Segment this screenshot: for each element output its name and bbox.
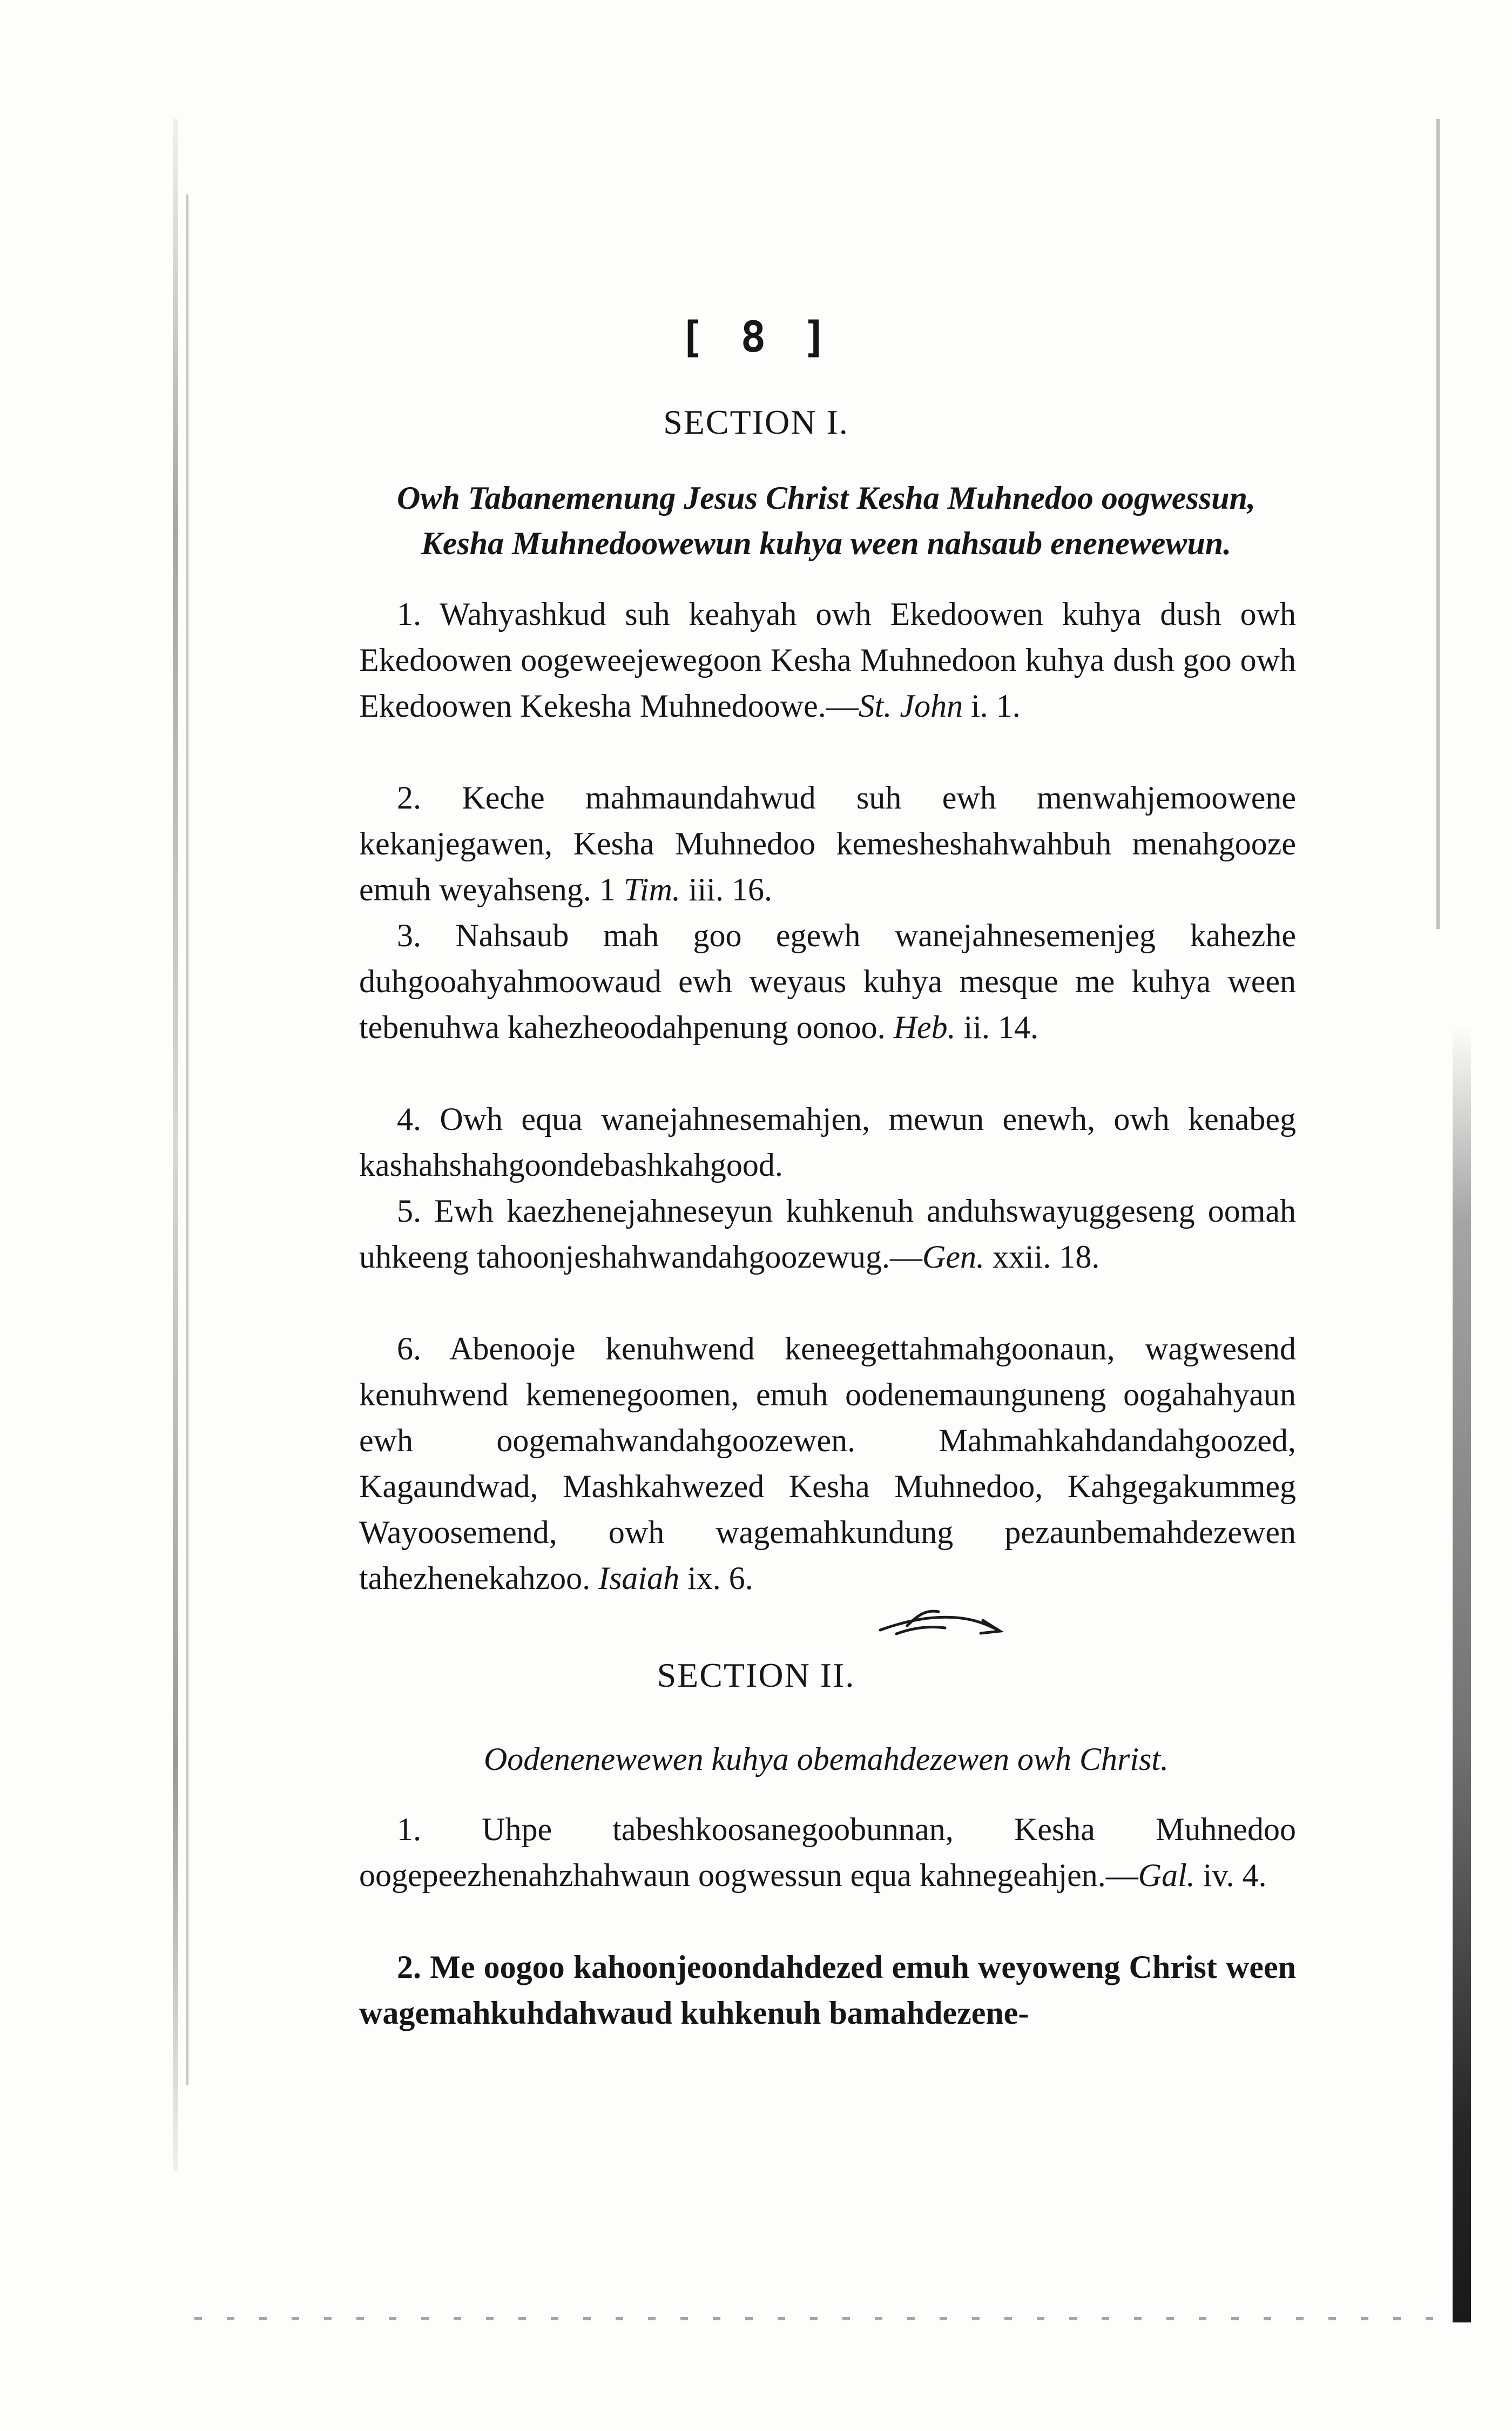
section-2-subtitle: Oodenenewewen kuhya obemahdezewen owh Christ. — [483, 1741, 1169, 1777]
verse-reference-tail: ix. 6. — [679, 1560, 753, 1596]
verse-reference: Heb. — [893, 1009, 956, 1045]
scan-edge-right-upper — [1436, 119, 1440, 929]
verse-text: 2. Keche mahmaundahwud suh ewh menwahjemoowene kekanjegawen, Kesha Muhnedoo kemesheshahwahbuh menahgooze emuh weyahseng. 1 — [359, 780, 1296, 907]
verse-reference-tail: ii. 14. — [955, 1009, 1038, 1045]
section-1-verse-3 — [359, 913, 1296, 1050]
verse-text: 1. Uhpe tabeshkoosanegoobunnan, Kesha Muhnedoo oogepeezhenahzhahwaun oogwessun equa kahnegeahjen.— — [359, 1812, 1296, 1893]
scan-edge-left-inner — [186, 194, 188, 2085]
page-number: [ 8 ] — [679, 313, 833, 362]
section-1-subtitle-line-2: Kesha Muhnedoowewun kuhya ween nahsaub enenewewun. — [421, 526, 1232, 561]
verse-text: 2. Me oogoo kahoonjeoondahdezed emuh weyoweng Christ ween wagemahkuhdahwaud kuhkenuh bamahdezene- — [359, 1949, 1296, 2031]
verse-reference: Gen. — [922, 1239, 984, 1275]
verse-reference-tail: iii. 16. — [680, 872, 772, 907]
verse-reference: St. John — [858, 688, 963, 724]
verse-reference-tail: xxii. 18. — [984, 1239, 1100, 1275]
verse-text: 6. Abenooje kenuhwend keneegettahmahgoonaun, wagwesend kenuhwend kemenegoomen, emuh oodenemaunguneng oogahahyaun ewh oogemahwandahgoozewen. Mahmahkahdandahgoozed, Kagaundwad, Mashkahwezed Kesha Muhnedoo, Kahgegakummeg Wayoosemend, owh wagemahkundung pezaunbemahdezewen tahezhenekahzoo. — [359, 1331, 1296, 1596]
verse-reference: Tim. — [623, 872, 680, 907]
section-1-verse-1 — [359, 591, 1296, 729]
section-2-verse-1 — [359, 1807, 1296, 1898]
section-1-heading: SECTION I. — [663, 403, 849, 441]
section-1-verse-6 — [359, 1326, 1296, 1601]
scan-bottom-streak — [194, 2317, 1436, 2320]
section-1-subtitle-line-1: Owh Tabanemenung Jesus Christ Kesha Muhnedoo oogwessun, — [397, 480, 1256, 516]
section-1-verse-2 — [359, 775, 1296, 913]
ornament-flourish-icon — [875, 1604, 1004, 1642]
verse-text: 1. Wahyashkud suh keahyah owh Ekedoowen kuhya dush owh Ekedoowen oogeweejewegoon Kesha Muhnedoon kuhya dush goo owh Ekedoowen Kekesha Muhnedoowe.— — [359, 596, 1296, 724]
section-2-heading: SECTION II. — [657, 1656, 855, 1694]
verse-reference-tail: iv. 4. — [1194, 1857, 1267, 1893]
verse-reference: Isaiah — [598, 1560, 680, 1596]
verse-text: 4. Owh equa wanejahnesemahjen, mewun enewh, owh kenabeg kashahshahgoondebashkahgood. — [359, 1101, 1296, 1183]
section-1-verse-4 — [359, 1096, 1296, 1188]
verse-text: 3. Nahsaub mah goo egewh wanejahnesemenjeg kahezhe duhgooahyahmoowaud ewh weyaus kuhya mesque me kuhya ween tebenuhwa kahezheoodahpenung oonoo. — [359, 918, 1296, 1045]
verse-text: 5. Ewh kaezhenejahneseyun kuhkenuh anduhswayuggeseng oomah uhkeeng tahoonjeshahwandahgoozewug.— — [359, 1193, 1296, 1275]
verse-reference: Gal. — [1138, 1857, 1195, 1893]
section-2-verse-2 — [359, 1944, 1296, 2036]
verse-reference-tail: i. 1. — [963, 688, 1021, 724]
section-1-verse-5 — [359, 1188, 1296, 1280]
